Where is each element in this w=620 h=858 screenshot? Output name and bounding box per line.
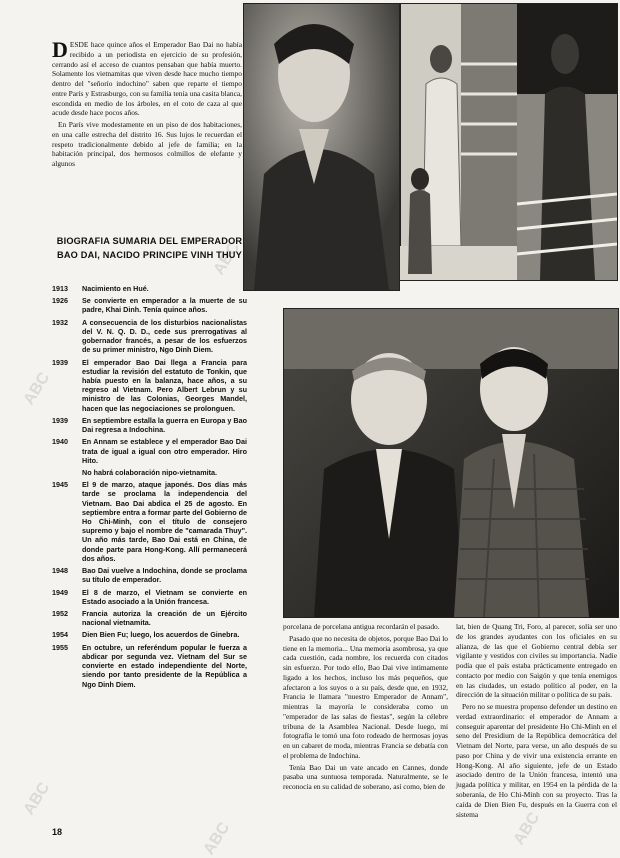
timeline-year: 1949 xyxy=(52,587,68,597)
biography-title: BIOGRAFIA SUMARIA DEL EMPERADOR BAO DAI, NACIDO PRINCIPE VINH THUY xyxy=(56,236,243,261)
body-paragraph: lat, bien de Quang Tri, Foro, al parecer, solía ser uno de los grandes ayudantes con los oficiales en su alianza, de las que el Gobierno central debía ser vigilante y vestidos con civiles su importancia. Nadie podía que el país estaba prácticamente entregado en contacto por medio con Saigón y que tenía enemigos en las ciudades, un estado político al poder, en la dirección de la situación militar o política de su país. xyxy=(456,622,617,700)
timeline-entry xyxy=(52,468,247,477)
intro-column xyxy=(52,37,242,171)
timeline-year: 1948 xyxy=(52,566,68,576)
timeline-year: 1939 xyxy=(52,357,68,367)
timeline-text: El 8 de marzo, el Vietnam se convierte en Estado asociado a la Unión francesa. xyxy=(82,587,247,606)
body-paragraph: porcelana de porcelana antigua recordarán el pasado. xyxy=(283,622,440,631)
timeline-year: 1940 xyxy=(52,437,68,447)
timeline-text: No habrá colaboración nipo-vietnamita. xyxy=(82,467,217,477)
body-paragraph: Pasado que no necesita de objetos, porque Bao Dai lo tiene en la memoria... Una memoria asombrosa, ya que cada cuestión, cada nombre, los recuerda con citados sin esfuerzo. Por todo ello, Bao Dai vive intimamente ligado a los hechos, incluso los más pequeños, que afectaron a los suyos o a su país, desde que, en 1932, Francia le llamara "nuestro Emperador de Annam", mientras la mayoría le consideraba como un "emperador de las salas de fiestas", según la célebre tribuna de la Asamblea Nacional. Desde luego, mi fotografía le tomó una foto rodeado de hermosas joyas en un cabaret de moda, mientras Francia se debatía con el problema de Indochina. xyxy=(283,633,448,760)
body-column-right xyxy=(456,622,617,821)
timeline-entry xyxy=(52,437,247,465)
biography-timeline xyxy=(52,284,247,692)
watermark: ABC xyxy=(20,779,54,818)
intro-paragraph: DESDE hace quince años el Emperador Bao Dai no había recibido a un periodista en ejercicio de su profesión, cerrando así el acceso de cuantos pensaban que había muerto. Solamente los vietnamitas que viven desde hace mucho tiempo dentro del "señorío indochino" saben que reparte el tiempo entre París y Estrasburgo, con su familia tenía una casita blanca, escondida en medio de los árboles, en el coto de caza al que acude desde hace pocos años. xyxy=(52,37,242,118)
watermark: ABC xyxy=(210,239,244,278)
timeline-year: 1932 xyxy=(52,317,68,327)
timeline-text: Se convierte en emperador a la muerte de su padre, Khai Dinh. Tenía quince años. xyxy=(82,296,247,315)
timeline-text: En septiembre estalla la guerra en Europa y Bao Dai regresa a Indochina. xyxy=(82,415,247,435)
timeline-year: 1952 xyxy=(52,609,68,618)
timeline-year: 1939 xyxy=(52,415,68,425)
timeline-entry xyxy=(52,643,247,689)
photo-young-emperor xyxy=(243,3,400,291)
intro-paragraph: En París vive modestamente en un piso de dos habitaciones, en una calle estrecha del distrito 16. Sus lujos le recuerdan el respeto tradicionalmente debido al jefe de familia; en la habitación principal, dos hermosos colmillos de elefante y algunos xyxy=(52,120,242,169)
timeline-entry xyxy=(52,284,247,293)
timeline-entry xyxy=(52,480,247,563)
watermark: ABC xyxy=(20,369,54,408)
timeline-year: 1913 xyxy=(52,284,68,293)
watermark: ABC xyxy=(200,819,234,858)
timeline-entry xyxy=(52,296,247,314)
timeline-entry xyxy=(52,609,247,627)
body-paragraph: Pero no se muestra propenso defender un destino en verdad extraordinario: el emperador de Annam a conseguir aparentar del presidente Ho Chi-Minh en el seno del Presidium de la República democrática del Vietnam del Norte, para verse, un año después de su paso por China y de vivir una existencia errante en Hong-Kong. Al año siguiente, jefe de un Estado asociado dentro de la Unión francesa, intentó una jugada política y militar, en 1954 en la pérdida de la soberanía, de Ho Chi-Minh con su proyecto. Tras la caída de Dien Bien Fu, después en la Guerra con el sistema xyxy=(456,702,617,819)
timeline-entry xyxy=(52,416,247,434)
timeline-text: En Annam se establece y el emperador Bao Dai trata de igual a igual con otro emperador. Hiro Hito. xyxy=(82,437,247,465)
timeline-text: El 9 de marzo, ataque japonés. Dos días más tarde se proclama la independencia del Vietnam. Bao Dai abdica el 25 de agosto. En septiembre entra a formar parte del Gobierno de Ho Chi-Minh, con el título de consejero supremo y bajo el nombre de "camarada Thuy". Un año más tarde, Bao Dai está en China, de donde parte para Hong-Kong. Allí permanecerá dos años. xyxy=(82,480,247,563)
timeline-text: En octubre, un referéndum popular le fuerza a abdicar por segunda vez. Vietnam del Sur se convierte en estado independiente del Norte, siendo por tanto presidente de la República a Ngo Dinh Diem. xyxy=(82,642,247,689)
timeline-text: Francia autoriza la creación de un Ejército nacional vietnamita. xyxy=(82,609,247,628)
timeline-text: A consecuencia de los disturbios nacionalistas del V. N. Q. D. D., cede sus prerrogativas al gobernador francés, a pesar de los esfuerzos de su primer ministro, Ngo Dinh Diem. xyxy=(82,317,247,355)
timeline-entry xyxy=(52,358,247,413)
body-column-middle xyxy=(283,622,448,794)
timeline-text: Bao Dai vuelve a Indochina, donde se proclama su título de emperador. xyxy=(82,566,247,585)
timeline-year: 1955 xyxy=(52,642,68,652)
timeline-entry xyxy=(52,630,247,639)
timeline-year: 1926 xyxy=(52,296,68,306)
body-paragraph: Tenía Bao Dai un vate ancado en Cannes, donde pasaba una suntuosa temporada. Naturalmente, se le reconocía en su calidad de soberano, así como, bien de xyxy=(283,762,448,792)
watermark: ABC xyxy=(510,809,544,848)
timeline-year: 1954 xyxy=(52,630,68,640)
timeline-entry xyxy=(52,588,247,606)
page-number: 18 xyxy=(52,827,63,837)
photo-family xyxy=(400,3,618,281)
timeline-entry xyxy=(52,318,247,355)
timeline-year xyxy=(52,468,82,477)
drop-cap: D xyxy=(52,37,68,62)
timeline-year: 1945 xyxy=(52,480,68,490)
photo-two-men xyxy=(283,308,619,618)
timeline-entry xyxy=(52,566,247,584)
timeline-text: Dien Bien Fu; luego, los acuerdos de Ginebra. xyxy=(82,630,240,640)
timeline-text: Nacimiento en Hué. xyxy=(82,284,149,293)
timeline-text: El emperador Bao Dai llega a Francia para estudiar la revisión del estatuto de Tonkin, que había puesto en la balanza, hace años, a su regreso al Vietnam. Pero Albert Lebrun y su ministro de las Colonias, Georges Mandel, hacen que las negociaciones se prolonguen. xyxy=(82,357,247,413)
